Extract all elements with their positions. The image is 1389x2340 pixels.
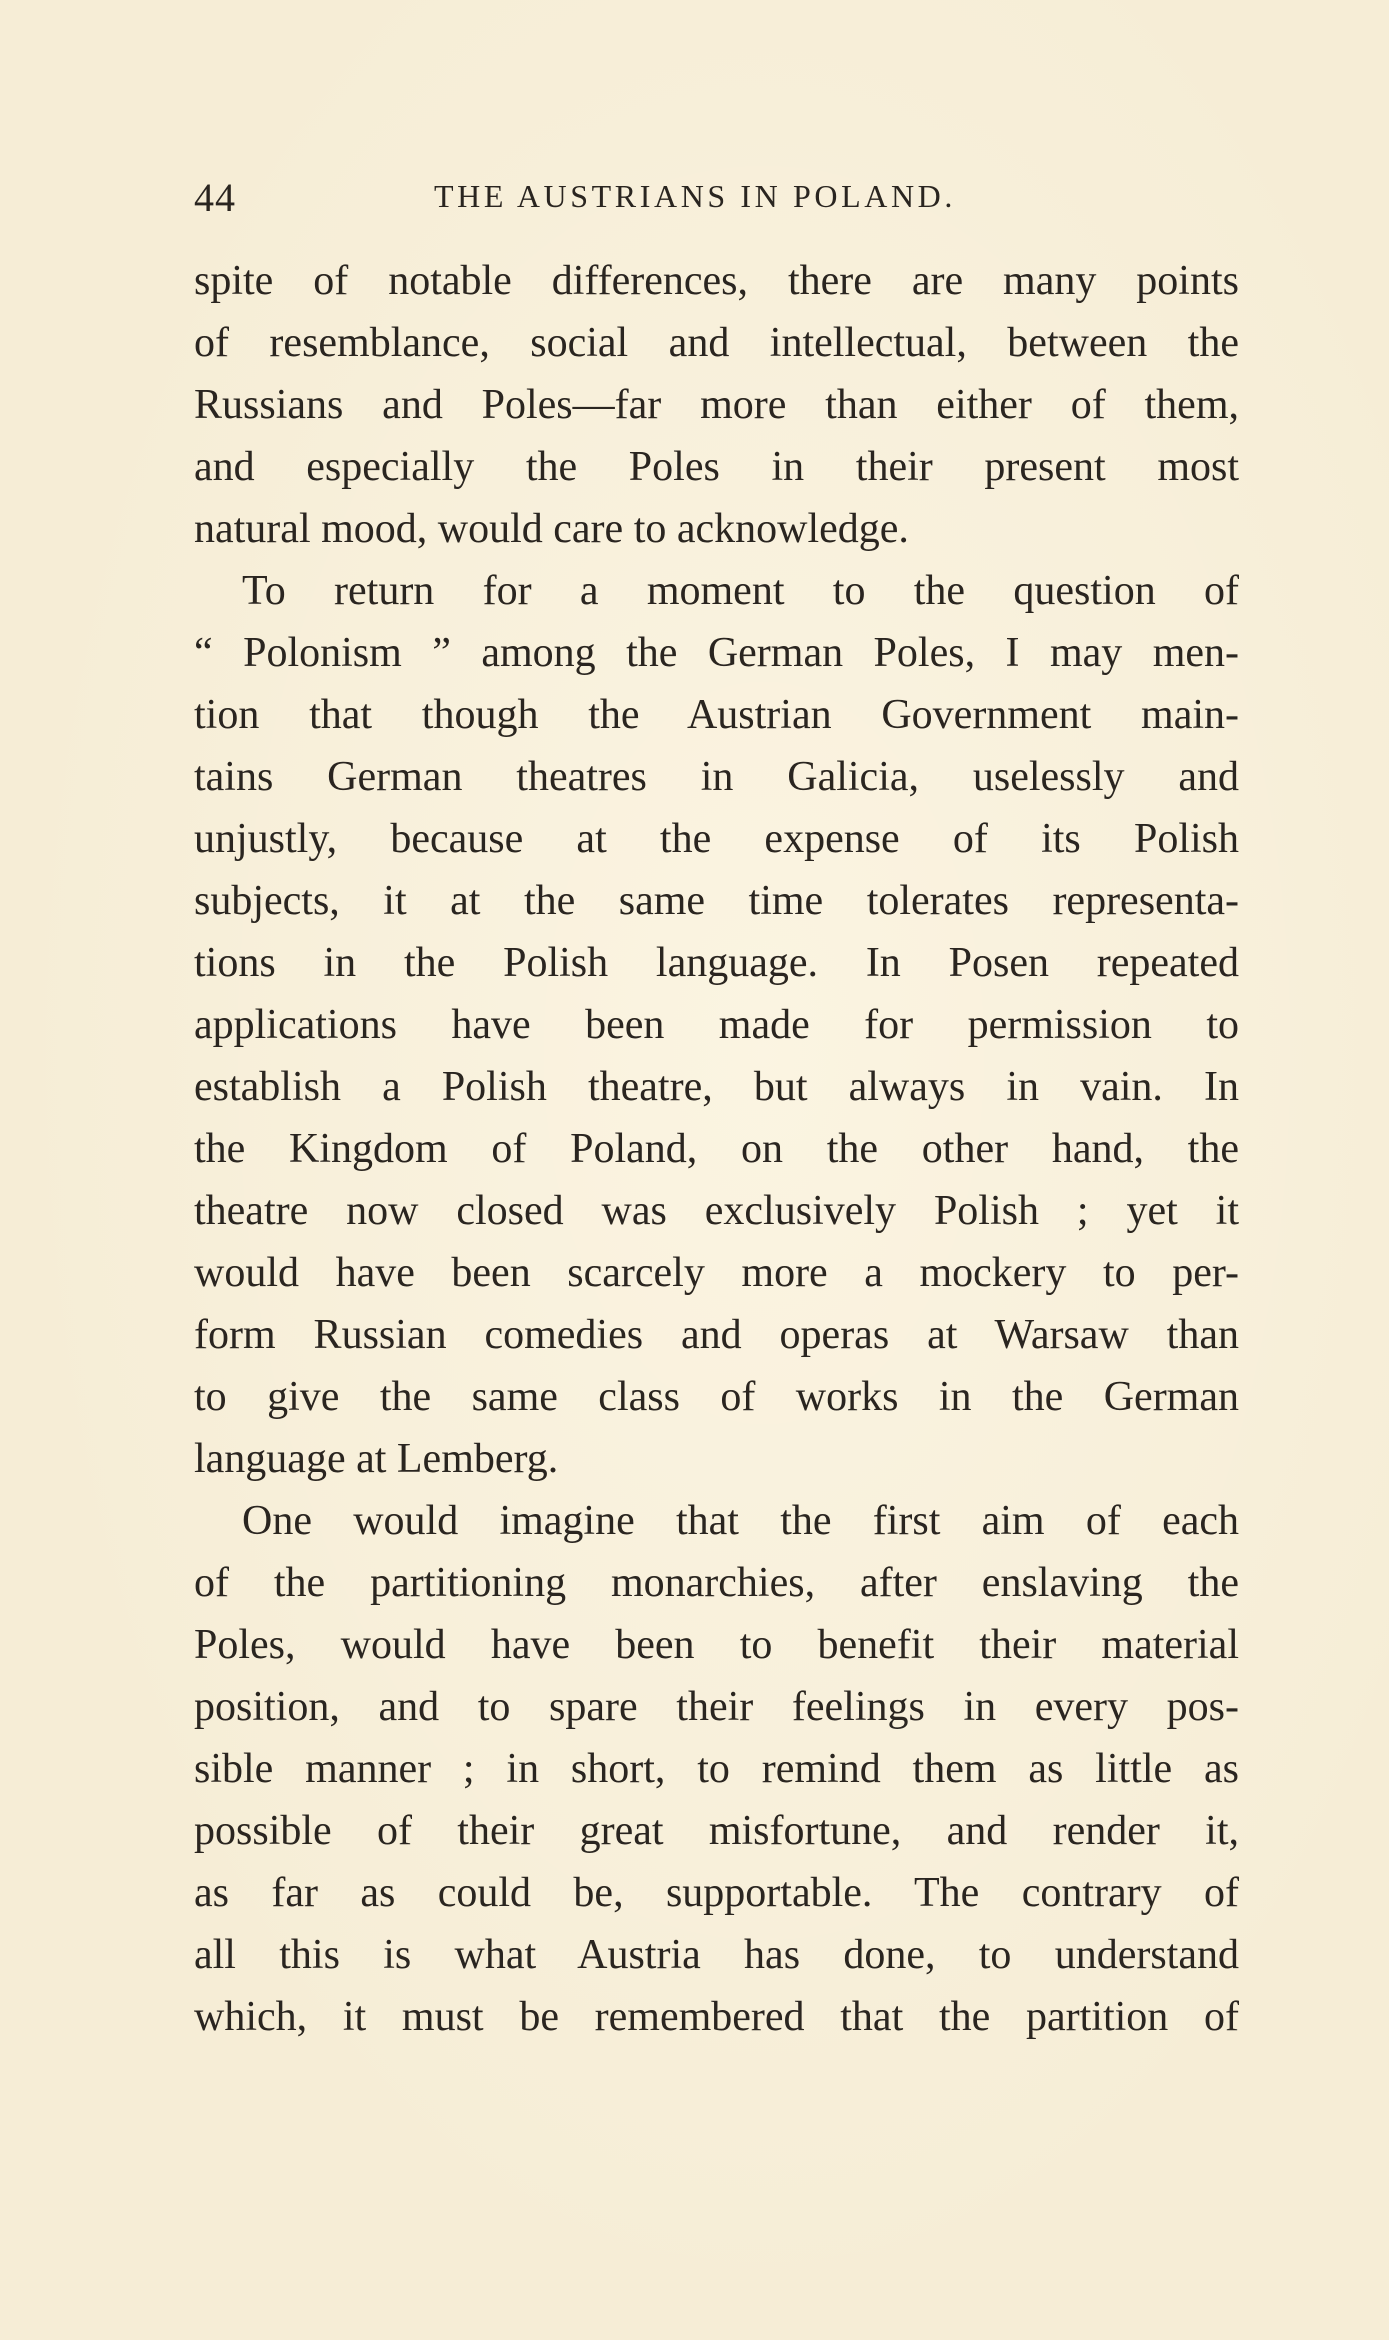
text-line: Russians and Poles—far more than either of them,: [194, 382, 1239, 428]
running-head: THE AUSTRIANS IN POLAND.: [434, 178, 956, 214]
text-line: To return for a moment to the question of: [242, 568, 1239, 614]
page-header: [194, 174, 1239, 234]
text-line: to give the same class of works in the German: [194, 1374, 1239, 1420]
text-line: “ Polonism ” among the German Poles, I may men-: [194, 630, 1239, 676]
text-line: all this is what Austria has done, to understand: [194, 1932, 1239, 1978]
text-line: sible manner ; in short, to remind them as little as: [194, 1746, 1239, 1792]
text-line: position, and to spare their feelings in every pos-: [194, 1684, 1239, 1730]
text-line: natural mood, would care to acknowledge.: [194, 506, 909, 552]
text-line: One would imagine that the first aim of each: [242, 1498, 1239, 1544]
text-line: Poles, would have been to benefit their material: [194, 1622, 1239, 1668]
text-line: of resemblance, social and intellectual, between the: [194, 320, 1239, 366]
text-line: unjustly, because at the expense of its Polish: [194, 816, 1239, 862]
text-line: form Russian comedies and operas at Warsaw than: [194, 1312, 1239, 1358]
text-line: possible of their great misfortune, and render it,: [194, 1808, 1239, 1854]
text-line: as far as could be, supportable. The contrary of: [194, 1870, 1239, 1916]
page-number: 44: [194, 175, 236, 220]
text-line: applications have been made for permission to: [194, 1002, 1239, 1048]
text-line: subjects, it at the same time tolerates representa-: [194, 878, 1239, 924]
text-line: of the partitioning monarchies, after enslaving the: [194, 1560, 1239, 1606]
text-line: and especially the Poles in their present most: [194, 444, 1239, 490]
text-line: spite of notable differences, there are many points: [194, 258, 1239, 304]
text-line: tions in the Polish language. In Posen repeated: [194, 940, 1239, 986]
text-line: would have been scarcely more a mockery to per-: [194, 1250, 1239, 1296]
text-line: theatre now closed was exclusively Polish ; yet it: [194, 1188, 1239, 1234]
body-text: [194, 250, 1239, 2048]
text-line: which, it must be remembered that the partition of: [194, 1994, 1239, 2040]
text-line: establish a Polish theatre, but always in vain. In: [194, 1064, 1239, 1110]
text-line: the Kingdom of Poland, on the other hand, the: [194, 1126, 1239, 1172]
text-line: language at Lemberg.: [194, 1436, 559, 1482]
text-line: tains German theatres in Galicia, uselessly and: [194, 754, 1239, 800]
text-line: tion that though the Austrian Government main-: [194, 692, 1239, 738]
